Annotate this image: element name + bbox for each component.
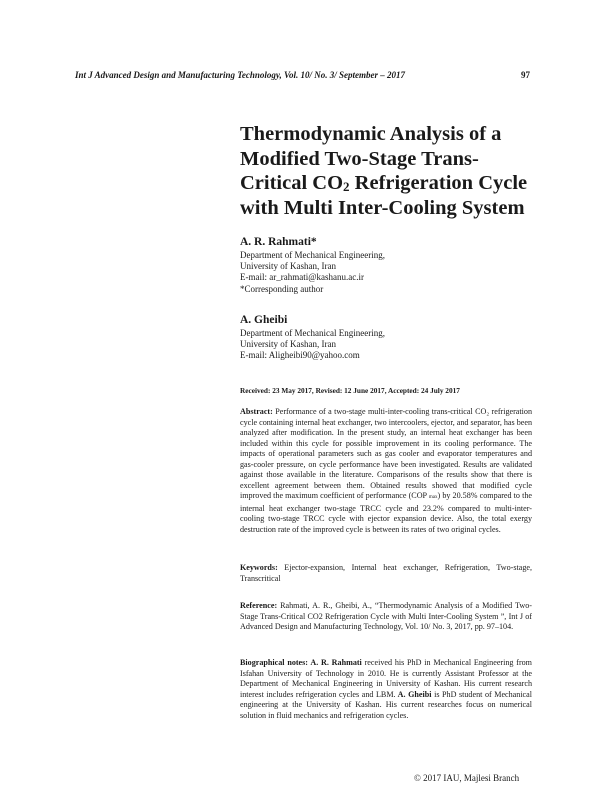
author-name: A. Gheibi bbox=[240, 314, 288, 326]
reference-label: Reference: bbox=[240, 601, 278, 610]
author-affiliation bbox=[240, 328, 532, 362]
journal-citation: Int J Advanced Design and Manufacturing Technology, Vol. 10/ No. 3/ September – 2017 bbox=[75, 70, 406, 80]
biographical-notes bbox=[240, 658, 532, 721]
affiliation-line: Department of Mechanical Engineering, bbox=[240, 250, 385, 260]
abstract-text: Performance of a two-stage multi-inter-cooling trans-critical CO₂ refrigeration cycle containing internal heat exchanger, two intercoolers, ejector, and separator, has been analyzed after modification. In the present study, an internal heat exchanger has been included within this cycle for possible improvement in its cooling performance. The impacts of operational parameters such as gas cooler and evaporator temperatures and gas-cooler pressure, on cycle performance have been investigated. Results are validated against those available in the literature. Comparisons of the results show that there is excellent agreement between them. Obtained results showed that modified cycle improved the maximum coefficient of performance (COP bbox=[240, 407, 532, 500]
reference-text: Rahmati, A. R., Gheibi, A., “Thermodynamic Analysis of a Modified Two-Stage Trans-Critical CO2 Refrigeration Cycle with Multi Inter-Cooling System ”, Int J of Advanced Design and Manufacturing Technology, Vol. 10/ No. 3, 2017, pp. 97–104. bbox=[240, 601, 532, 631]
author-email: E-mail: ar_rahmati@kashanu.ac.ir bbox=[240, 272, 364, 283]
bio-text-1: received his PhD in Mechanical Engineering from Isfahan University of Technology in 2010. He is currently Assistant Professor at the Department of Mechanical Engineering in University of Kashan. His current research interest includes refrigeration cycles and LBM. bbox=[240, 658, 532, 699]
keywords-label: Keywords: bbox=[240, 563, 278, 572]
author-name: A. R. Rahmati* bbox=[240, 236, 317, 248]
bio-label: Biographical notes: bbox=[240, 658, 308, 667]
title-line-3 bbox=[240, 171, 540, 196]
title-line-2: Modified Two-Stage Trans- bbox=[240, 147, 479, 170]
author-affiliation bbox=[240, 250, 532, 295]
affiliation-line: Department of Mechanical Engineering, bbox=[240, 328, 385, 338]
paper-title bbox=[240, 122, 540, 220]
affiliation-line: University of Kashan, Iran bbox=[240, 339, 336, 350]
corresponding-note: *Corresponding author bbox=[240, 283, 324, 294]
running-header bbox=[75, 70, 530, 80]
title-subscript: 2 bbox=[343, 179, 350, 194]
bio-author-1: A. R. Rahmati bbox=[308, 658, 362, 667]
title-line-1: Thermodynamic Analysis of a bbox=[240, 123, 502, 145]
received-dates: Received: 23 May 2017, Revised: 12 June 2017, Accepted: 24 July 2017 bbox=[240, 386, 460, 395]
cop-subscript: max bbox=[428, 495, 438, 500]
abstract-text-cont: ) by 20.58% compared to the internal heat exchanger two-stage TRCC cycle and 23.2% compared to multi-inter-cooling two-stage TRCC cycle with ejector expansion device. Also, the total exergy destruction rate of the improved cycle is between its rates of two original cycles. bbox=[240, 491, 532, 534]
bio-author-2: A. Gheibi bbox=[395, 689, 432, 699]
reference bbox=[240, 601, 532, 633]
page-number: 97 bbox=[521, 70, 530, 80]
abstract bbox=[240, 407, 532, 535]
keywords bbox=[240, 563, 532, 584]
bio-text-2: is PhD student of Mechanical engineering at the University of Kashan. His current researches focus on numerical solution in fluid mechanics and refrigeration cycles. bbox=[240, 689, 532, 720]
keywords-text: Ejector-expansion, Internal heat exchanger, Refrigeration, Two-stage, Transcritical bbox=[240, 563, 532, 583]
copyright-footer: © 2017 IAU, Majlesi Branch bbox=[414, 773, 520, 783]
affiliation-line: University of Kashan, Iran bbox=[240, 261, 336, 272]
author-block-2 bbox=[240, 314, 532, 362]
title-line-3-post: Refrigeration Cycle bbox=[349, 172, 528, 194]
author-email: E-mail: Aligheibi90@yahoo.com bbox=[240, 350, 360, 361]
title-line-3-pre: Critical CO bbox=[240, 172, 344, 194]
author-block-1 bbox=[240, 236, 532, 295]
abstract-label: Abstract: bbox=[240, 407, 273, 416]
title-line-4: with Multi Inter-Cooling System bbox=[240, 196, 525, 219]
